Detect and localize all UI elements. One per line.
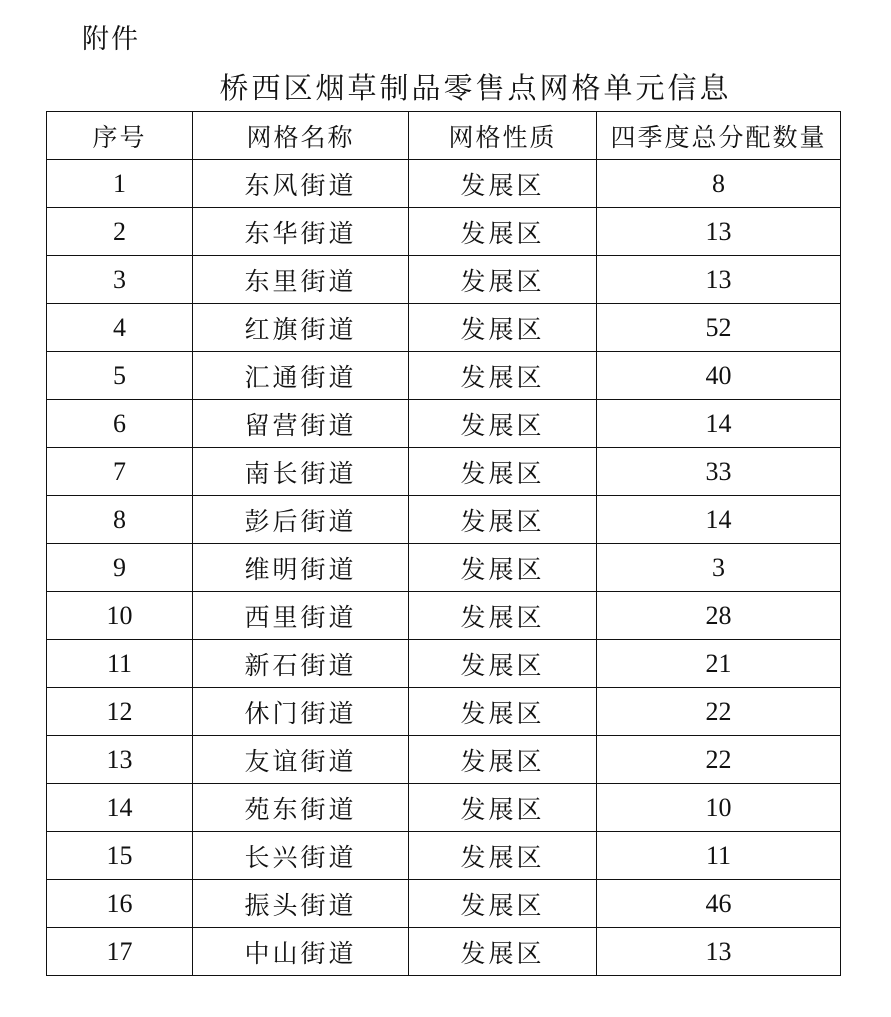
cell-q4-allocation: 3 [597, 544, 841, 592]
cell-serial-number: 16 [47, 880, 193, 928]
grid-info-table [46, 111, 841, 976]
cell-grid-name: 南长街道 [193, 448, 409, 496]
header-grid-name: 网格名称 [193, 112, 409, 160]
cell-serial-number: 15 [47, 832, 193, 880]
table-row [47, 736, 841, 784]
cell-q4-allocation: 13 [597, 208, 841, 256]
table-row [47, 592, 841, 640]
table-row [47, 208, 841, 256]
cell-grid-name: 汇通街道 [193, 352, 409, 400]
cell-grid-type: 发展区 [409, 160, 597, 208]
cell-grid-name: 新石街道 [193, 640, 409, 688]
table-row [47, 832, 841, 880]
cell-grid-name: 西里街道 [193, 592, 409, 640]
cell-grid-type: 发展区 [409, 304, 597, 352]
table-row [47, 928, 841, 976]
cell-grid-type: 发展区 [409, 256, 597, 304]
cell-grid-type: 发展区 [409, 928, 597, 976]
cell-grid-type: 发展区 [409, 352, 597, 400]
cell-serial-number: 10 [47, 592, 193, 640]
cell-grid-name: 东风街道 [193, 160, 409, 208]
table-row [47, 256, 841, 304]
cell-q4-allocation: 14 [597, 496, 841, 544]
cell-serial-number: 2 [47, 208, 193, 256]
cell-serial-number: 9 [47, 544, 193, 592]
table-row [47, 304, 841, 352]
cell-grid-type: 发展区 [409, 688, 597, 736]
table-header-row [47, 112, 841, 160]
cell-grid-name: 振头街道 [193, 880, 409, 928]
table-row [47, 688, 841, 736]
table-row [47, 640, 841, 688]
cell-q4-allocation: 52 [597, 304, 841, 352]
cell-serial-number: 5 [47, 352, 193, 400]
cell-grid-type: 发展区 [409, 400, 597, 448]
table-row [47, 784, 841, 832]
cell-q4-allocation: 13 [597, 928, 841, 976]
table-row [47, 160, 841, 208]
cell-grid-type: 发展区 [409, 736, 597, 784]
cell-grid-name: 东里街道 [193, 256, 409, 304]
cell-q4-allocation: 33 [597, 448, 841, 496]
cell-serial-number: 4 [47, 304, 193, 352]
cell-grid-name: 彭后街道 [193, 496, 409, 544]
cell-q4-allocation: 40 [597, 352, 841, 400]
cell-serial-number: 3 [47, 256, 193, 304]
cell-serial-number: 14 [47, 784, 193, 832]
cell-grid-name: 长兴街道 [193, 832, 409, 880]
table-row [47, 544, 841, 592]
cell-q4-allocation: 8 [597, 160, 841, 208]
cell-q4-allocation: 21 [597, 640, 841, 688]
table-body [47, 160, 841, 976]
cell-q4-allocation: 28 [597, 592, 841, 640]
cell-grid-type: 发展区 [409, 496, 597, 544]
cell-serial-number: 1 [47, 160, 193, 208]
cell-q4-allocation: 10 [597, 784, 841, 832]
header-serial-number: 序号 [47, 112, 193, 160]
cell-serial-number: 11 [47, 640, 193, 688]
cell-serial-number: 6 [47, 400, 193, 448]
attachment-label: 附件 [82, 24, 140, 55]
cell-grid-name: 维明街道 [193, 544, 409, 592]
cell-serial-number: 12 [47, 688, 193, 736]
cell-serial-number: 13 [47, 736, 193, 784]
cell-grid-type: 发展区 [409, 448, 597, 496]
cell-grid-type: 发展区 [409, 592, 597, 640]
table-row [47, 400, 841, 448]
cell-grid-type: 发展区 [409, 832, 597, 880]
cell-serial-number: 7 [47, 448, 193, 496]
cell-grid-name: 中山街道 [193, 928, 409, 976]
cell-q4-allocation: 11 [597, 832, 841, 880]
cell-q4-allocation: 22 [597, 736, 841, 784]
header-grid-type: 网格性质 [409, 112, 597, 160]
cell-grid-name: 红旗街道 [193, 304, 409, 352]
cell-grid-name: 苑东街道 [193, 784, 409, 832]
cell-q4-allocation: 46 [597, 880, 841, 928]
cell-grid-name: 留营街道 [193, 400, 409, 448]
header-q4-allocation: 四季度总分配数量 [597, 112, 841, 160]
cell-grid-type: 发展区 [409, 880, 597, 928]
cell-serial-number: 17 [47, 928, 193, 976]
cell-grid-type: 发展区 [409, 208, 597, 256]
cell-grid-name: 东华街道 [193, 208, 409, 256]
cell-q4-allocation: 13 [597, 256, 841, 304]
cell-q4-allocation: 22 [597, 688, 841, 736]
table-row [47, 352, 841, 400]
cell-grid-type: 发展区 [409, 640, 597, 688]
cell-grid-name: 友谊街道 [193, 736, 409, 784]
cell-serial-number: 8 [47, 496, 193, 544]
table-row [47, 448, 841, 496]
cell-q4-allocation: 14 [597, 400, 841, 448]
cell-grid-type: 发展区 [409, 544, 597, 592]
document-title: 桥西区烟草制品零售点网格单元信息 [219, 71, 732, 105]
table-row [47, 496, 841, 544]
cell-grid-name: 休门街道 [193, 688, 409, 736]
cell-grid-type: 发展区 [409, 784, 597, 832]
table-row [47, 880, 841, 928]
